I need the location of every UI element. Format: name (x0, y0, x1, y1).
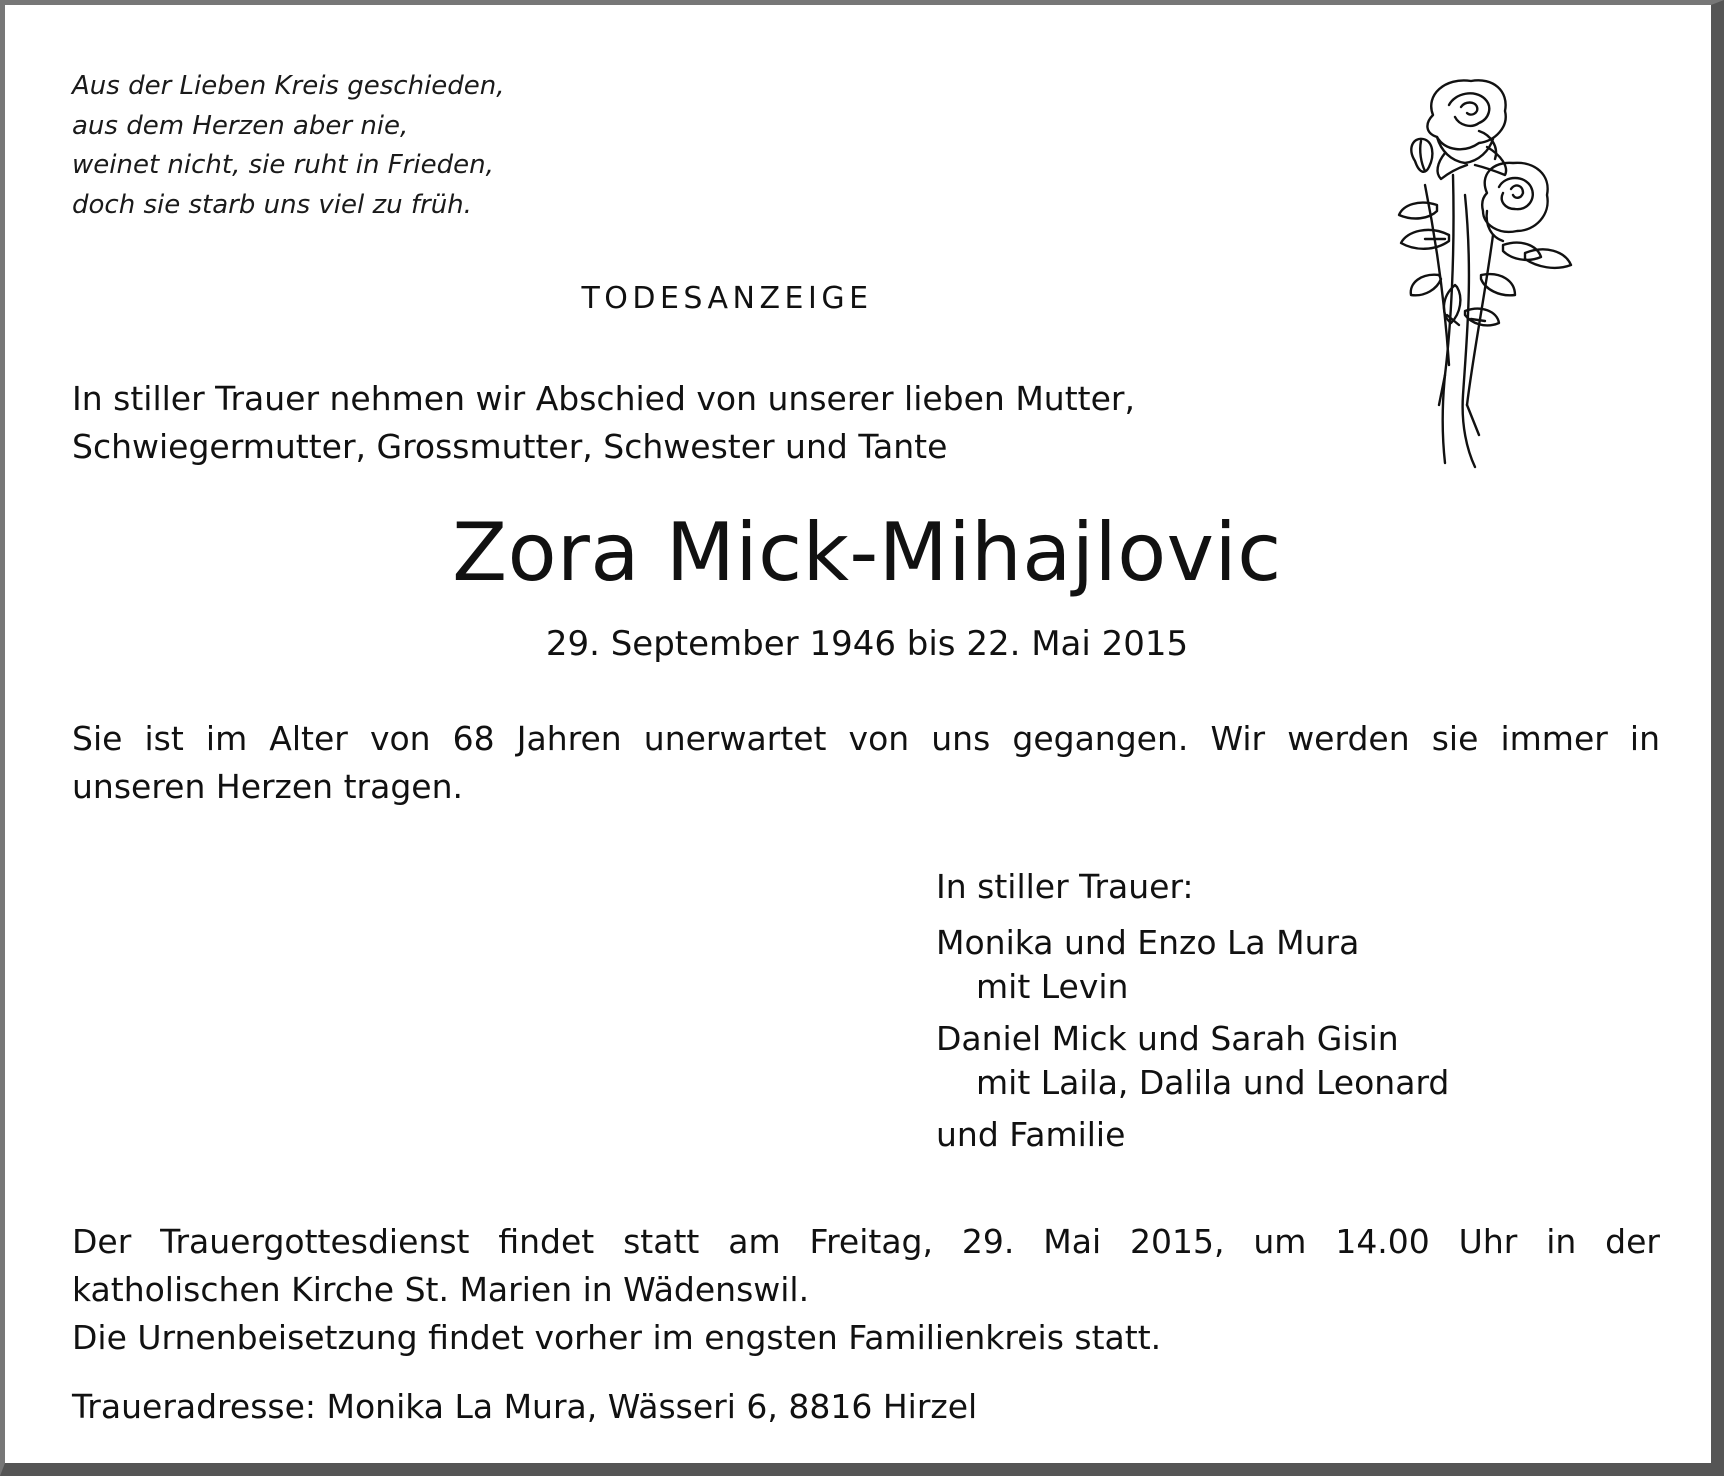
poem-line-4: doch sie starb uns viel zu früh. (72, 189, 472, 220)
mourning-address: Traueradresse: Monika La Mura, Wässeri 6, 8816 Hirzel (72, 1387, 978, 1426)
poem-line-1: Aus der Lieben Kreis geschieden, (72, 71, 505, 101)
poem-line-2: aus dem Herzen aber nie, (72, 110, 409, 141)
mourner-family-1-child: mit Levin (976, 967, 1129, 1006)
notice-heading-text: TODESANZEIGE (581, 281, 873, 316)
deceased-name: Zora Mick-Mihajlovic (452, 506, 1282, 599)
message-line-2: unseren Herzen tragen. (72, 767, 463, 806)
mourner-family-2: Daniel Mick und Sarah Gisin (936, 1019, 1399, 1058)
service-line-3: Die Urnenbeisetzung findet vorher im engsten Familienkreis statt. (72, 1318, 1162, 1357)
intro-line-1: In stiller Trauer nehmen wir Abschied von unserer lieben Mutter, (72, 379, 1135, 418)
roses-icon (1375, 75, 1595, 475)
message-paragraph (72, 715, 1660, 811)
intro-line-2: Schwiegermutter, Grossmutter, Schwester und Tante (72, 427, 948, 466)
service-paragraph (72, 1218, 1660, 1362)
poem (72, 67, 505, 225)
mourners-title: In stiller Trauer: (936, 867, 1194, 906)
mourner-family-1: Monika und Enzo La Mura (936, 923, 1360, 962)
service-line-1: Der Trauergottesdienst findet statt am Freitag, 29. Mai 2015, um 14.00 Uhr in der (72, 1222, 1660, 1261)
mourners-block (936, 863, 1449, 1159)
intro-text (72, 375, 1135, 471)
notice-heading (5, 281, 1724, 316)
mourner-family-3: und Familie (936, 1115, 1126, 1154)
poem-line-3: weinet nicht, sie ruht in Frieden, (72, 150, 494, 180)
service-line-2: katholischen Kirche St. Marien in Wädenswil. (72, 1270, 810, 1309)
life-dates: 29. September 1946 bis 22. Mai 2015 (545, 624, 1189, 664)
message-line-1: Sie ist im Alter von 68 Jahren unerwartet von uns gegangen. Wir werden sie immer in (72, 719, 1660, 758)
mourner-family-2-children: mit Laila, Dalila und Leonard (976, 1063, 1450, 1102)
